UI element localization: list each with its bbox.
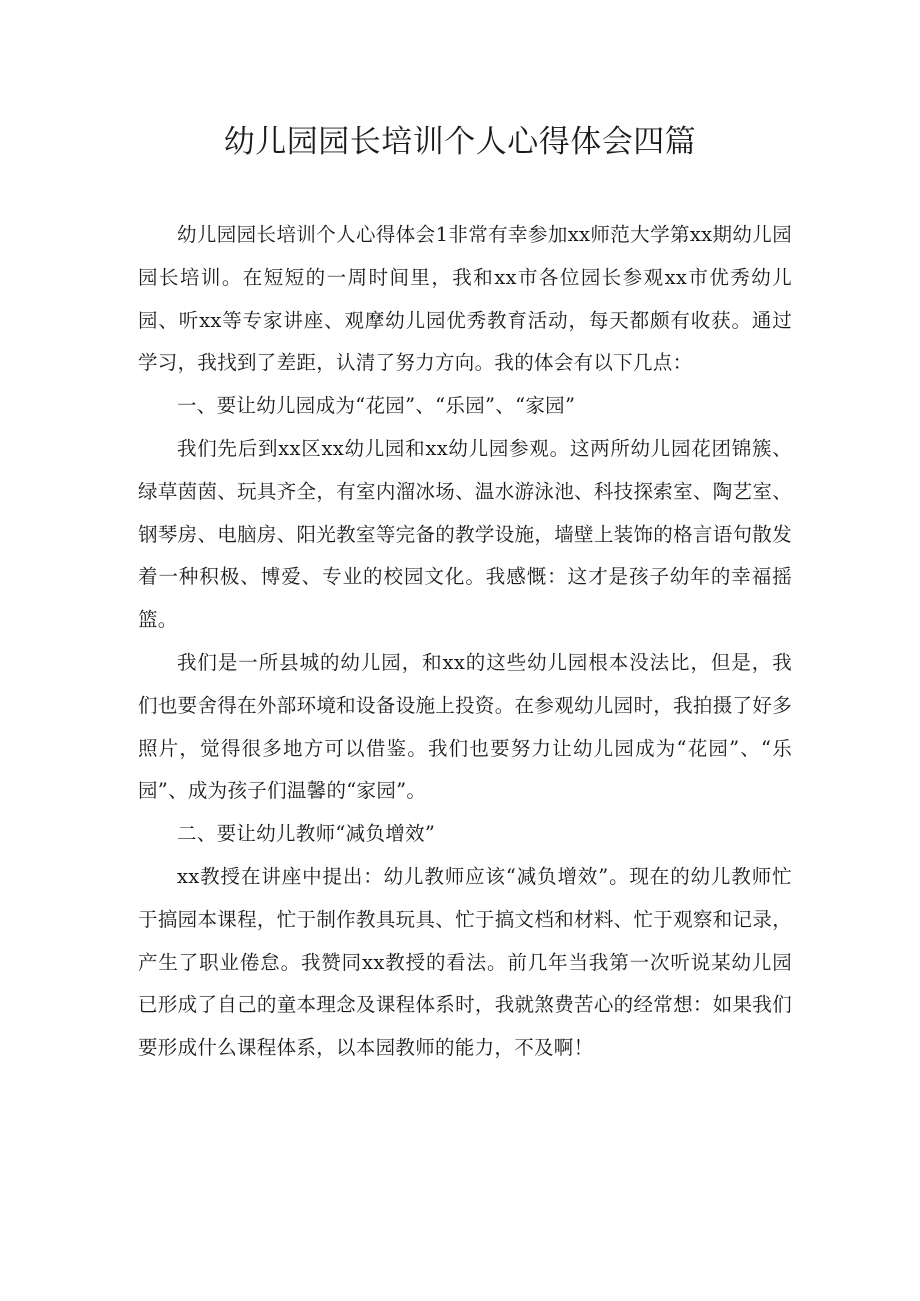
paragraph-intro: 幼儿园园长培训个人心得体会1非常有幸参加xx师范大学第xx期幼儿园园长培训。在短短的一周时间里，我和xx市各位园长参观xx市优秀幼儿园、听xx等专家讲座、观摩幼儿园优秀教育活动，每天都颇有收获。通过学习，我找到了差距，认清了努力方向。我的体会有以下几点： xyxy=(138,223,792,375)
paragraph-lecture: xx教授在讲座中提出：幼儿教师应该“减负增效”。现在的幼儿教师忙于搞园本课程，忙于制作教具玩具、忙于搞文档和材料、忙于观察和记录，产生了职业倦怠。我赞同xx教授的看法。前几年当我第一次听说某幼儿园已形成了自己的童本理念及课程体系时，我就煞费苦心的经常想：如果我们要形成什么课程体系，以本园教师的能力，不及啊！ xyxy=(138,864,792,1060)
paragraph-county: 我们是一所县城的幼儿园，和xx的这些幼儿园根本没法比，但是，我们也要舍得在外部环境和设备设施上投资。在参观幼儿园时，我拍摄了好多照片，觉得很多地方可以借鉴。我们也要努力让幼儿园成为“花园”、“乐园”、成为孩子们温馨的“家园”。 xyxy=(138,650,792,803)
heading-section-1: 一、要让幼儿园成为“花园”、“乐园”、“家园” xyxy=(177,394,576,418)
paragraph-visit: 我们先后到xx区xx幼儿园和xx幼儿园参观。这两所幼儿园花团锦簇、绿草茵茵、玩具齐全，有室内溜冰场、温水游泳池、科技探索室、陶艺室、钢琴房、电脑房、阳光教室等完备的教学设施，墙壁上装饰的格言语句散发着一种积极、博爱、专业的校园文化。我感慨：这才是孩子幼年的幸福摇篮。 xyxy=(138,436,792,632)
document-body xyxy=(138,214,792,1070)
document-title: 幼儿园园长培训个人心得体会四篇 xyxy=(223,124,697,160)
heading-section-2: 二、要让幼儿教师“减负增效” xyxy=(177,822,436,846)
